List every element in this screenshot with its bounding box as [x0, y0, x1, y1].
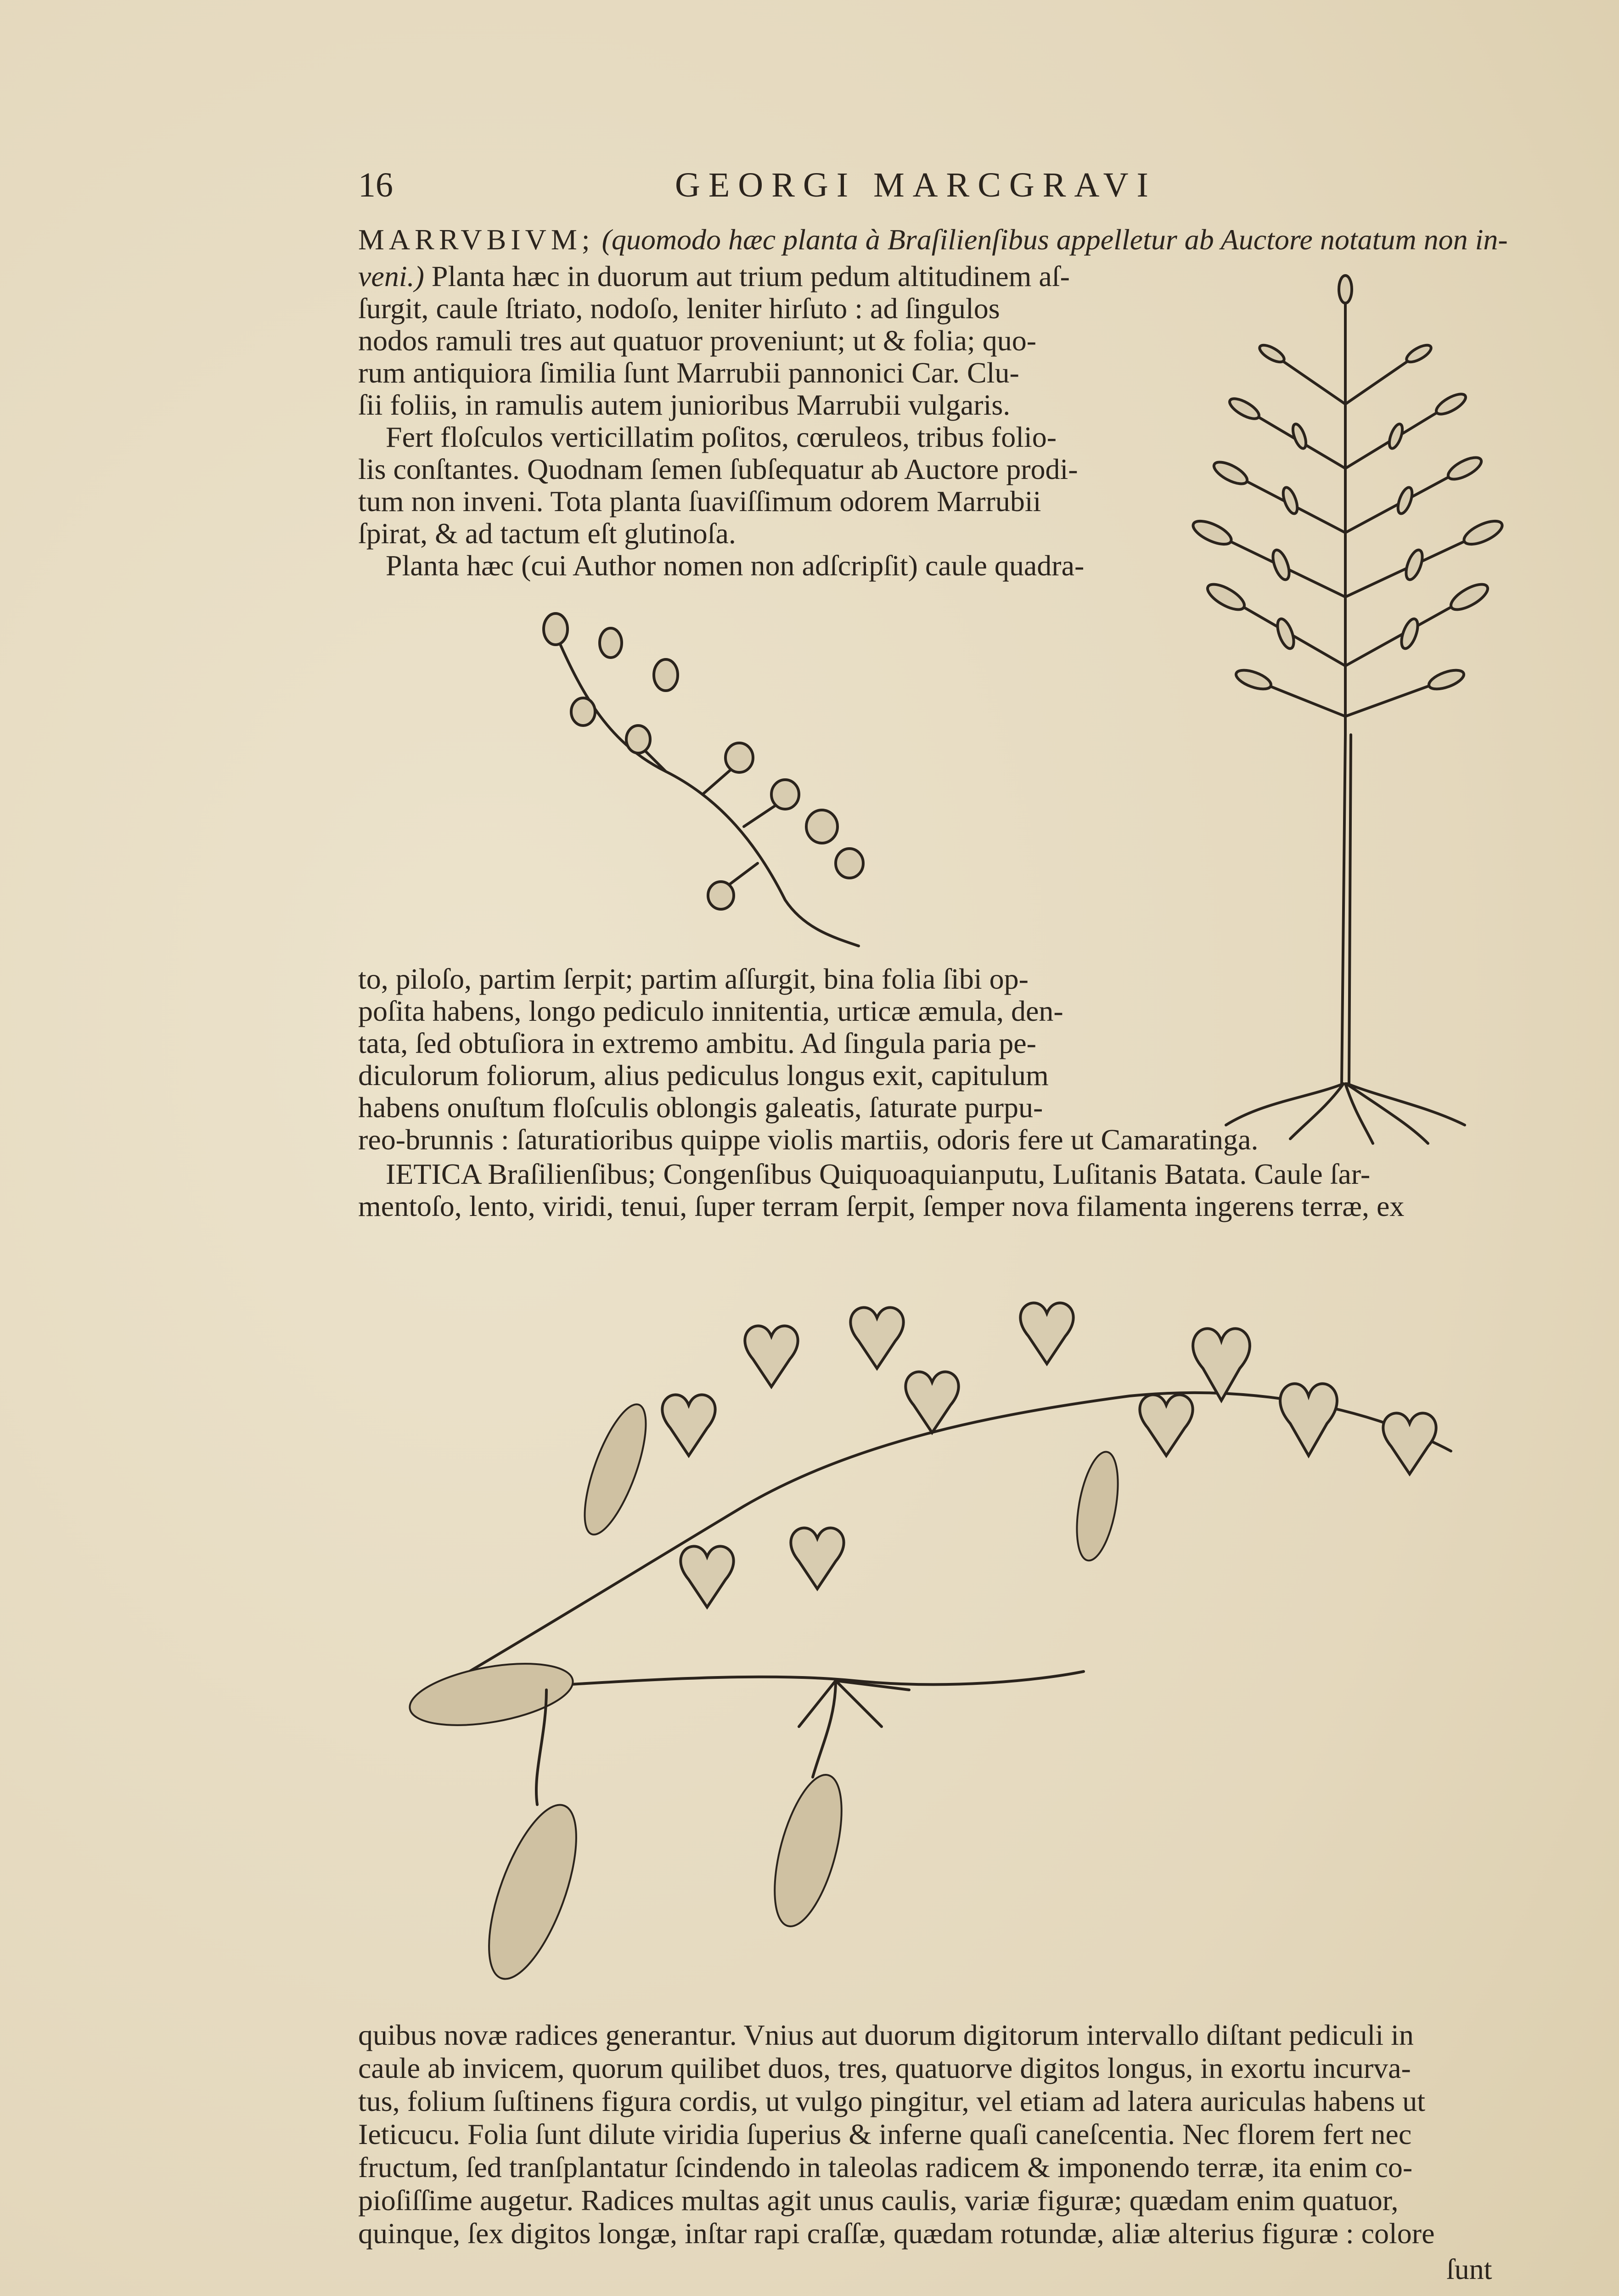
text-line: fructum, ſed tranſplantatur ſcindendo in taleolas radicem & imponendo terræ, ita enim co-: [358, 2151, 1413, 2183]
text-line: caule ab invicem, quorum quilibet duos, tres, quatuorve digitos longus, in exortu incurva-: [358, 2052, 1411, 2084]
text-line: lis conſtantes. Quodnam ſemen ſubſequatur ab Auctore prodi-: [358, 453, 1078, 485]
text-line: reo-brunnis : ſaturatioribus quippe violis martiis, odoris fere ut Camaratinga.: [358, 1123, 1259, 1156]
text-line: tus, folium ſuſtinens figura cordis, ut vulgo pingitur, vel etiam ad latera auriculas habens ut: [358, 2085, 1425, 2117]
text-line: diculorum foliorum, alius pediculus longus exit, capitulum: [358, 1059, 1049, 1092]
text-line: ſurgit, caule ſtriato, nodoſo, leniter hirſuto : ad ſingulos: [358, 292, 1000, 325]
text-line: mentoſo, lento, viridi, tenui, ſuper terram ſerpit, ſemper nova filamenta ingerens terræ, ex: [358, 1190, 1405, 1222]
text-line: Ieticucu. Folia ſunt dilute viridia ſuperius & inferne quaſi caneſcentia. Nec florem fert nec: [358, 2118, 1412, 2150]
page-number: 16: [358, 166, 393, 204]
running-title: GEORGI MARCGRAVI: [675, 166, 1157, 204]
text-line: ſpirat, & ad tactum eſt glutinoſa.: [358, 517, 736, 550]
text-line: pioſiſſime augetur. Radices multas agit unus caulis, variæ figuræ; quædam enim quatuor,: [358, 2184, 1399, 2217]
text-line: tum non inveni. Tota planta ſuaviſſimum odorem Marrubii: [358, 485, 1041, 518]
text-line: quibus novæ radices generantur. Vnius aut duorum digitorum intervallo diſtant pediculi in: [358, 2019, 1414, 2051]
text-line: tata, ſed obtuſiora in extremo ambitu. Ad ſingula paria pe-: [358, 1027, 1036, 1059]
text-line: poſita habens, longo pediculo innitentia, urticæ æmula, den-: [358, 995, 1063, 1027]
text-line: quinque, ſex digitos longæ, inſtar rapi craſſæ, quædam rotundæ, aliæ alterius figuræ : colore: [358, 2217, 1435, 2250]
text-line: Fert floſculos verticillatim poſitos, cœruleos, tribus folio-: [386, 421, 1057, 453]
text-line: nodos ramuli tres aut quatuor proveniunt; ut & folia; quo-: [358, 324, 1037, 357]
creeping-plant-illustration: [528, 606, 941, 955]
text-line: ſii foliis, in ramulis autem junioribus Marrubii vulgaris.: [358, 388, 1011, 421]
text-line: rum antiquiora ſimilia ſunt Marrubii pannonici Car. Clu-: [358, 356, 1019, 389]
text-line: veni.) Planta hæc in duorum aut trium pedum altitudinem aſ-: [358, 260, 1070, 293]
catchword: ſunt: [1446, 2253, 1492, 2285]
text-line: to, piloſo, partim ſerpit; partim aſſurgit, bina folia ſibi op-: [358, 962, 1029, 995]
text-line: Planta hæc (cui Author nomen non adſcripſit) caule quadra-: [386, 549, 1085, 582]
batata-illustration: [395, 1277, 1497, 1993]
text-line: IETICA Braſilienſibus; Congenſibus Quiquoaquianputu, Luſitanis Batata. Caule ſar-: [386, 1158, 1371, 1190]
text-line: habens onuſtum floſculis oblongis galeatis, ſaturate purpu-: [358, 1091, 1043, 1124]
text-line: MARRVBIVM; (quomodo hæc planta à Braſilienſibus appelletur ab Auctore notatum non in-: [358, 223, 1508, 256]
marrubium-illustration: [1171, 276, 1520, 1148]
